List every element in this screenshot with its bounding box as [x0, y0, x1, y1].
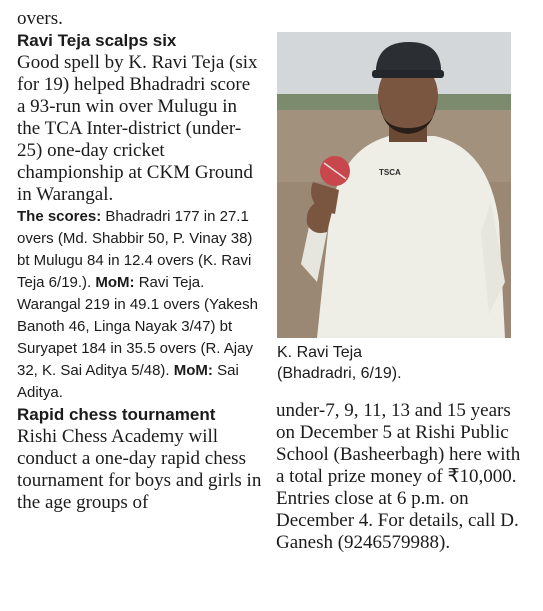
mom-label-1: MoM:: [95, 274, 135, 291]
mom-label-2: MoM:: [173, 362, 213, 379]
match2-text: Warangal 219 in 49.1 overs (Yakesh Banoth 46, Linga Nayak 3/47) bt Suryapet 184 in 35.5 overs (R. Ajay 32, K. Sai Aditya 5/48).: [17, 296, 258, 379]
article-body-chess-left: Rishi Chess Academy will conduct a one-day rapid chess tournament for boys and girls in the age groups of: [17, 426, 262, 513]
article-headline-chess: Rapid chess tournament: [17, 405, 216, 424]
right-column: [276, 400, 526, 554]
article-body-chess-right: under-7, 9, 11, 13 and 15 years on December 5 at Rishi Public School (Basheerbagh) here with a total prize money of ₹10,000. Entries close at 6 p.m. on December 4. For details, call D. Ganesh (9246579988).: [276, 400, 521, 553]
scores-text: Bhadradri 177 in 27.1 overs (Md. Shabbir 50, P. Vinay 38) bt Mulugu 84 in 12.4 overs (K. Ravi Teja 6/19.).: [17, 208, 253, 291]
mom-text-2: Sai Aditya.: [17, 362, 239, 401]
article-headline-ravi-teja: Ravi Teja scalps six: [17, 31, 177, 50]
lead-in-text: overs.: [17, 8, 63, 29]
shirt-logo-text: TSCA: [379, 168, 401, 177]
photo-caption: [277, 342, 517, 384]
article-body-ravi-teja: Good spell by K. Ravi Teja (six for 19) helped Bhadradri score a 93-run win over Mulugu in the TCA Inter-district (under-25) one-day cricket championship at CKM Ground in Warangal.: [17, 52, 258, 205]
scores-label: The scores:: [17, 208, 102, 225]
scores-paragraph: [17, 206, 263, 404]
mom-text-1: Ravi Teja.: [138, 274, 205, 291]
left-column: [17, 8, 263, 514]
caption-line-1: K. Ravi Teja: [277, 344, 363, 361]
caption-line-2: (Bhadradri, 6/19).: [277, 365, 402, 382]
cricketer-illustration: [277, 32, 511, 338]
player-photo: [277, 32, 511, 338]
